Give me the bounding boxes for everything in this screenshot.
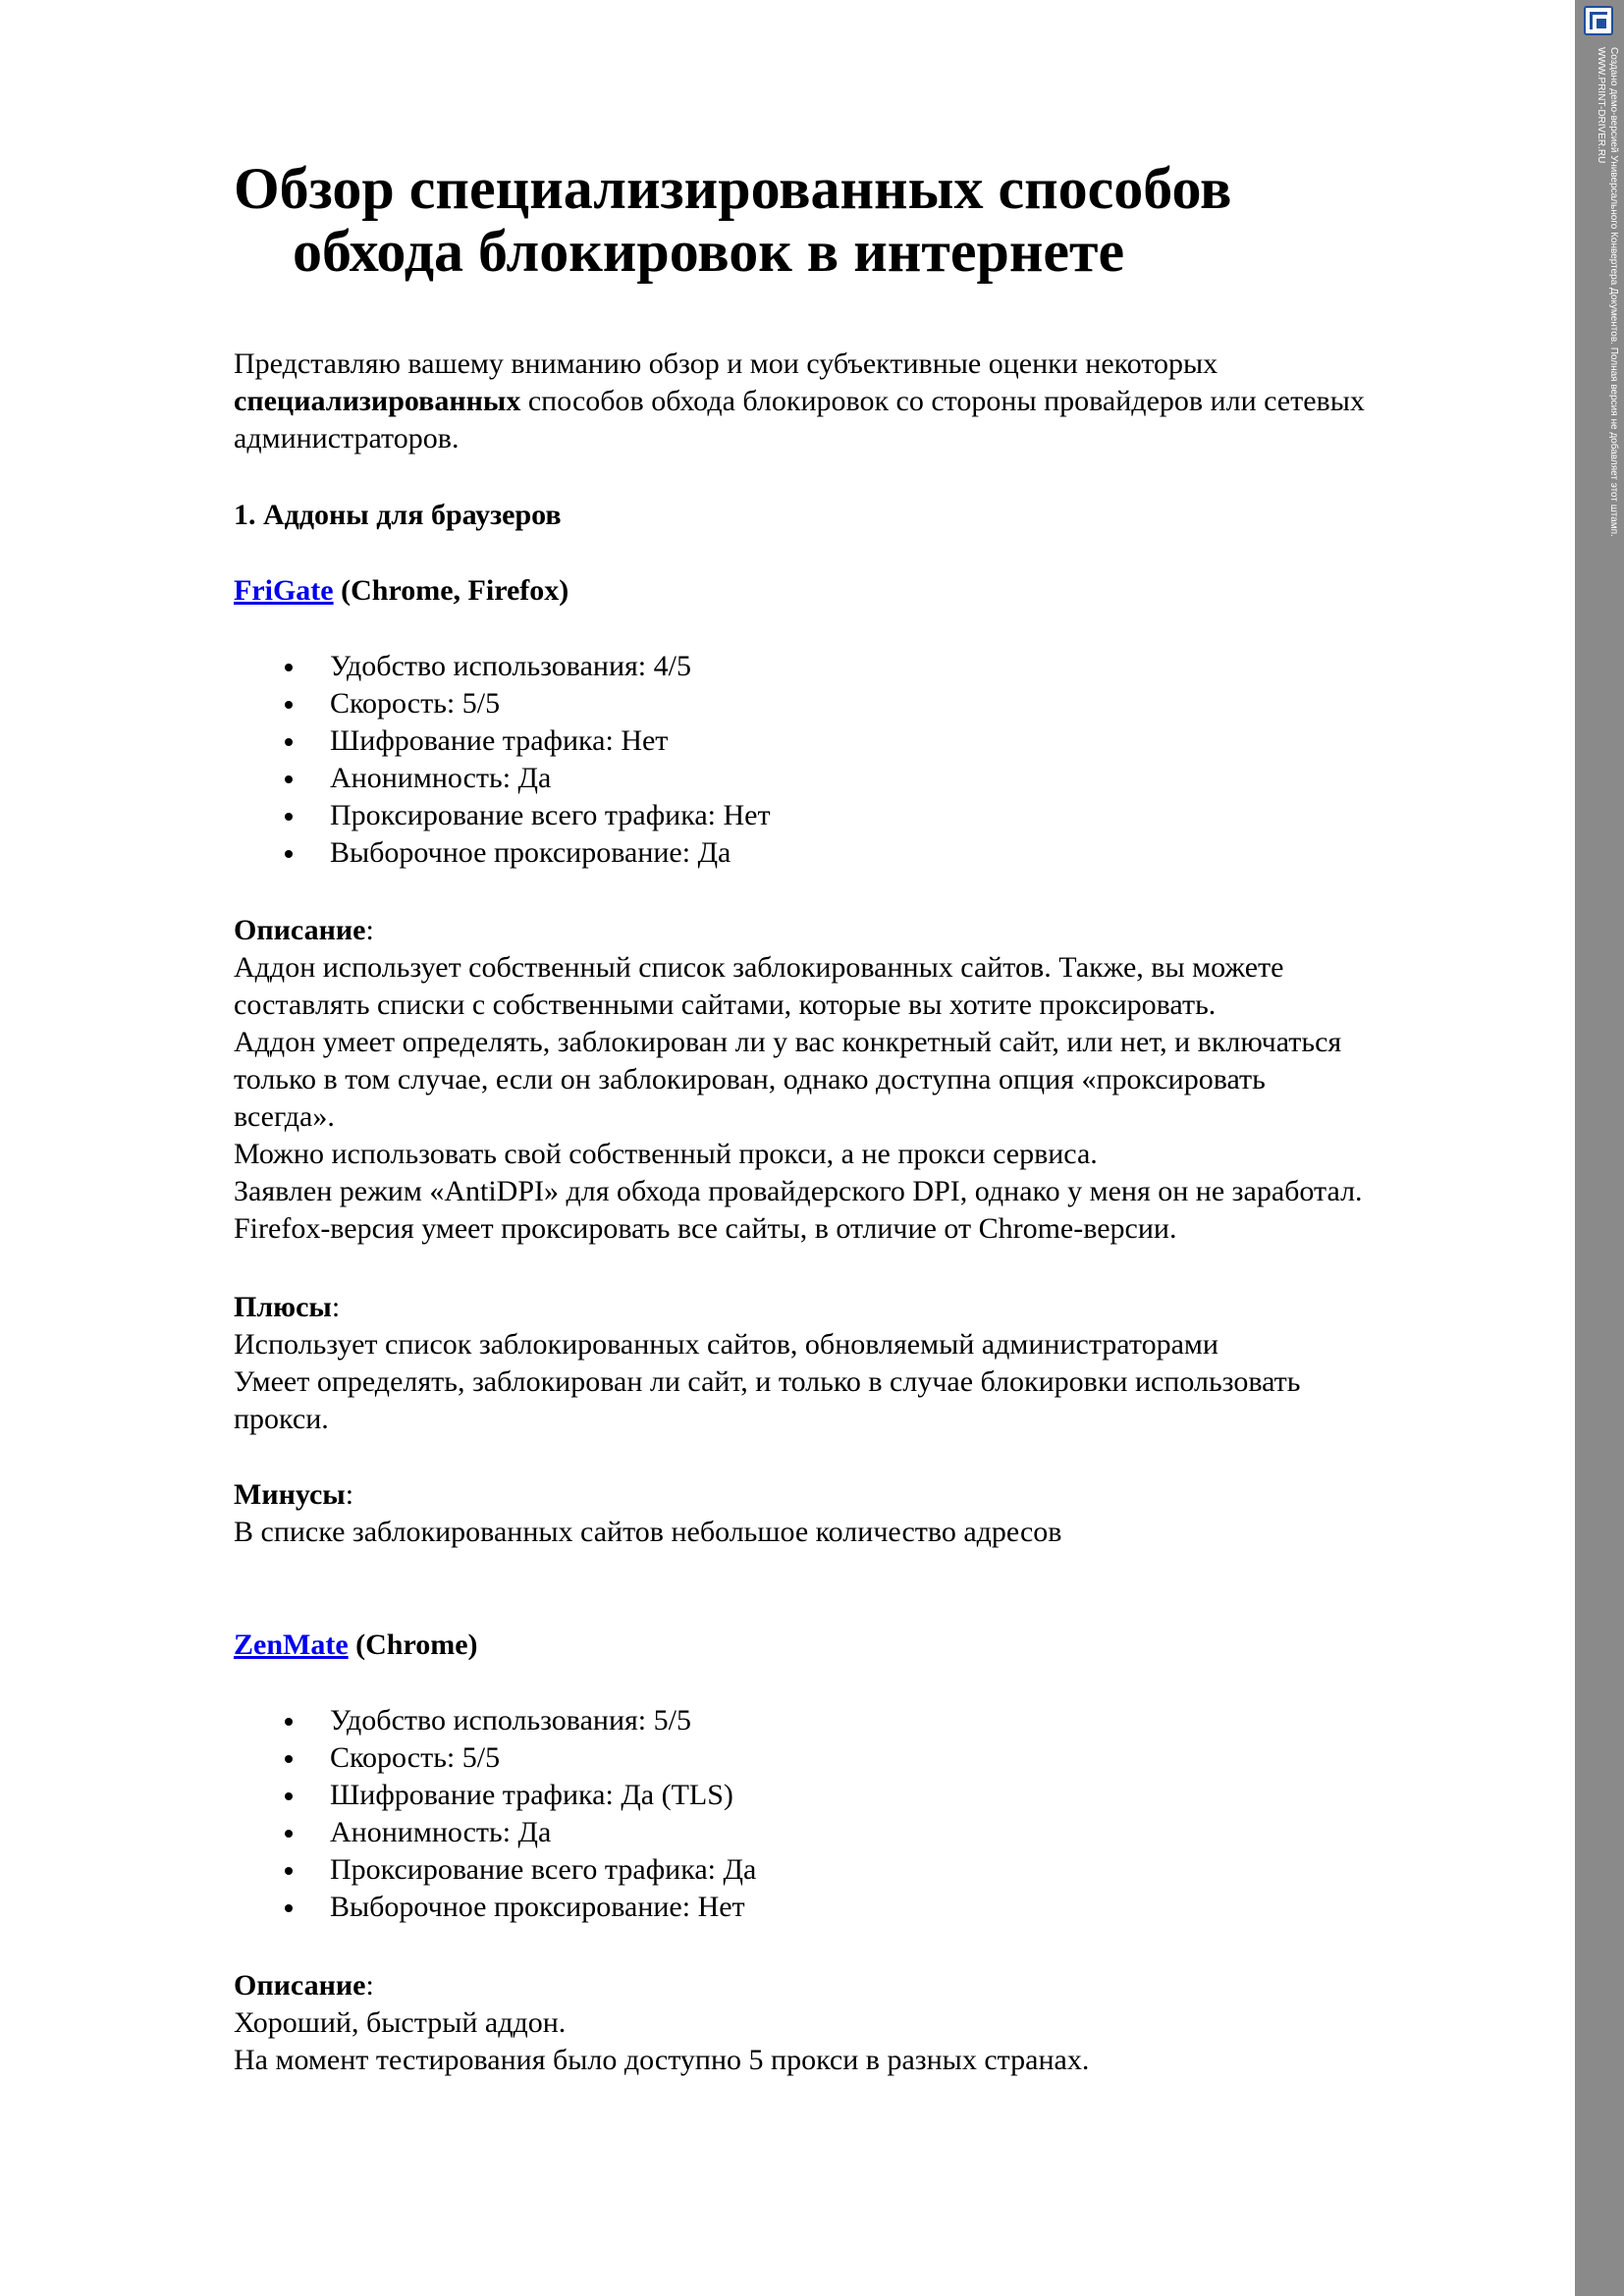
list-item: Удобство использования: 4/5: [234, 648, 771, 685]
watermark-line-1: Создано демо-версией Универсального Конвертера Документов. Полная версия не добавляет этот штамп.: [1608, 47, 1619, 537]
intro-bold-term: специализированных: [234, 385, 521, 417]
description-line: Firefox-версия умеет проксировать все сайты, в отличие от Chrome-версии.: [234, 1212, 1177, 1245]
intro-paragraph: [234, 346, 1365, 457]
pros-line: прокси.: [234, 1403, 329, 1435]
converter-watermark-bar: [1575, 0, 1624, 2296]
converter-logo-icon: [1584, 6, 1613, 35]
frigate-heading: [234, 572, 568, 610]
intro-text-1: Представляю вашему вниманию обзор и мои субъективные оценки некоторых: [234, 347, 1218, 380]
list-item: Проксирование всего трафика: Да: [234, 1851, 756, 1889]
description-line: только в том случае, если он заблокирован, однако доступна опция «проксировать: [234, 1063, 1266, 1095]
description-line: Можно использовать свой собственный прокси, а не прокси сервиса.: [234, 1138, 1098, 1170]
pros-label: Плюсы: [234, 1291, 332, 1323]
description-line: Аддон умеет определять, заблокирован ли у вас конкретный сайт, или нет, и включаться: [234, 1026, 1342, 1058]
frigate-cons: Минусы: В списке заблокированных сайтов небольшое количество адресов: [234, 1478, 1062, 1548]
list-item: Анонимность: Да: [234, 760, 771, 797]
document-title: [234, 157, 1520, 283]
description-line: Заявлен режим «AntiDPI» для обхода провайдерского DPI, однако у меня он не заработал.: [234, 1175, 1363, 1207]
zenmate-description: Описание: Хороший, быстрый аддон. На момент тестирования было доступно 5 прокси в разных странах.: [234, 1969, 1090, 2076]
intro-text-3: администраторов.: [234, 422, 460, 454]
list-item: Выборочное проксирование: Нет: [234, 1889, 756, 1926]
title-line-1: Обзор специализированных способов: [234, 156, 1232, 221]
list-item: Скорость: 5/5: [234, 685, 771, 722]
description-line: Аддон использует собственный список заблокированных сайтов. Также, вы можете: [234, 951, 1284, 984]
list-item: Выборочное проксирование: Да: [234, 834, 771, 872]
list-item: Проксирование всего трафика: Нет: [234, 797, 771, 834]
section-heading-addons: 1. Аддоны для браузеров: [234, 499, 562, 531]
frigate-link[interactable]: FriGate: [234, 574, 334, 607]
zenmate-link[interactable]: ZenMate: [234, 1629, 349, 1661]
description-line: На момент тестирования было доступно 5 прокси в разных странах.: [234, 2044, 1090, 2076]
frigate-platforms: (Chrome, Firefox): [333, 574, 569, 607]
list-item: Анонимность: Да: [234, 1814, 756, 1851]
cons-label: Минусы: [234, 1478, 346, 1511]
description-label: Описание: [234, 1969, 366, 2002]
zenmate-feature-list: [234, 1702, 756, 1926]
description-line: составлять списки с собственными сайтами, которые вы хотите проксировать.: [234, 988, 1217, 1021]
intro-text-2: способов обхода блокировок со стороны провайдеров или сетевых: [520, 385, 1365, 417]
cons-line: В списке заблокированных сайтов небольшое количество адресов: [234, 1516, 1062, 1548]
frigate-feature-list: [234, 648, 771, 872]
demo-watermark-text: [1595, 47, 1620, 537]
list-item: Шифрование трафика: Да (TLS): [234, 1777, 756, 1814]
title-line-2: обхода блокировок в интернете: [293, 219, 1125, 284]
zenmate-heading: [234, 1627, 478, 1664]
watermark-line-2: WWW.PRINT-DRIVER.RU: [1596, 47, 1606, 164]
list-item: Скорость: 5/5: [234, 1739, 756, 1777]
frigate-pros: Плюсы: Использует список заблокированных сайтов, обновляемый администраторами Умеет определять, заблокирован ли сайт, и только в случае блокировки использовать прокси.: [234, 1291, 1301, 1435]
pros-line: Использует список заблокированных сайтов, обновляемый администраторами: [234, 1328, 1218, 1361]
frigate-description: Описание: Аддон использует собственный список заблокированных сайтов. Также, вы можете составлять списки с собственными сайтами, которые вы хотите проксировать. Аддон умеет определять, заблокирован ли у вас конкретный сайт, или нет, и включаться только в том случае, если он заблокирован, однако доступна опция «проксировать всегда». Можно использовать свой собственный прокси, а не прокси сервиса. Заявлен режим «AntiDPI» для обхода провайдерского DPI, однако у меня он не заработал. Firefox-версия умеет проксировать все сайты, в отличие от Chrome-версии.: [234, 914, 1363, 1245]
list-item: Удобство использования: 5/5: [234, 1702, 756, 1739]
list-item: Шифрование трафика: Нет: [234, 722, 771, 760]
pros-line: Умеет определять, заблокирован ли сайт, и только в случае блокировки использовать: [234, 1365, 1301, 1398]
description-line: Хороший, быстрый аддон.: [234, 2006, 567, 2039]
description-line: всегда».: [234, 1100, 335, 1133]
description-label: Описание: [234, 914, 366, 946]
zenmate-platforms: (Chrome): [348, 1629, 478, 1661]
